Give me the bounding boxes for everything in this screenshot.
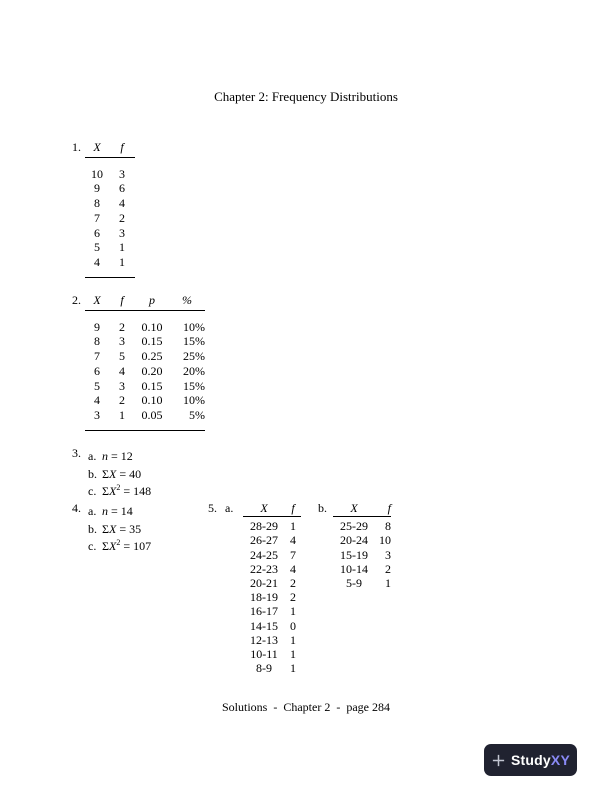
- table-row: [243, 590, 301, 604]
- table-row: [243, 647, 301, 661]
- item-label: b.: [88, 466, 97, 481]
- table-row: [333, 548, 391, 562]
- x-value: 6: [94, 363, 100, 378]
- sigma-symbol: Σ: [102, 521, 109, 536]
- f-value: 1: [290, 519, 296, 534]
- table-header-row: [333, 501, 391, 515]
- x-value: 8: [94, 196, 100, 211]
- x-value: 5: [94, 240, 100, 255]
- item-label: c.: [88, 539, 97, 554]
- superscript: 2: [116, 483, 121, 493]
- header-x: X: [260, 501, 268, 515]
- percent-value: 25%: [183, 349, 205, 364]
- variable: n: [102, 504, 108, 518]
- equation-rest: = 40: [116, 466, 142, 481]
- percent-value: 10%: [183, 319, 205, 334]
- interval-value: 20-21: [250, 576, 278, 591]
- p-value: 0.15: [141, 378, 163, 393]
- table-row: [85, 349, 205, 364]
- problem-number: 2.: [72, 293, 81, 307]
- table-header-row: [85, 293, 205, 308]
- header-f: f: [291, 501, 295, 515]
- percent-value: 15%: [183, 378, 205, 393]
- f-value: 1: [290, 604, 296, 619]
- brand-name: [511, 752, 570, 768]
- grouped-frequency-table-b: [333, 501, 391, 590]
- sigma-symbol: Σ: [102, 539, 109, 554]
- f-value: 1: [385, 576, 391, 591]
- header-x: X: [93, 293, 101, 307]
- brand-primary: Study: [511, 752, 551, 768]
- answer-line: [88, 501, 151, 519]
- x-value: 8: [94, 334, 100, 349]
- grouped-frequency-table-a: [243, 501, 301, 675]
- answer-line: [88, 536, 151, 554]
- item-label: c.: [88, 484, 97, 499]
- table-row: [333, 576, 391, 590]
- item-label: a.: [88, 449, 97, 463]
- equation-rest: = 12: [108, 449, 133, 463]
- problem-4: [72, 501, 151, 554]
- f-value: 8: [385, 519, 391, 534]
- table-rule: [243, 516, 301, 517]
- answer-line: [88, 519, 151, 537]
- x-value: 3: [94, 407, 100, 422]
- answer-line: [88, 446, 151, 464]
- interval-value: 8-9: [256, 661, 272, 676]
- page-footer: Solutions - Chapter 2 - page 284: [222, 700, 390, 714]
- problem-1: [72, 140, 135, 278]
- f-value: 3: [119, 166, 125, 181]
- problem-number: 4.: [72, 501, 81, 515]
- header-x: X: [350, 501, 358, 515]
- header-x: X: [93, 140, 101, 154]
- answer-list: [88, 501, 151, 554]
- sigma-symbol: Σ: [102, 484, 109, 499]
- f-value: 1: [119, 407, 125, 422]
- x-value: 4: [94, 254, 100, 269]
- variable: n: [102, 449, 108, 463]
- table-header-row: [243, 501, 301, 515]
- interval-value: 22-23: [250, 561, 278, 576]
- problem-number: 1.: [72, 140, 81, 154]
- answer-line: [88, 481, 151, 499]
- table-rule: [85, 310, 205, 311]
- table-row: [85, 196, 135, 211]
- table-row: [243, 661, 301, 675]
- f-value: 5: [119, 349, 125, 364]
- table-row: [85, 379, 205, 394]
- header-f: f: [120, 140, 124, 154]
- f-value: 4: [119, 363, 125, 378]
- table-row: [85, 167, 135, 182]
- table-row: [85, 334, 205, 349]
- x-value: 9: [94, 181, 100, 196]
- item-label: b.: [88, 521, 97, 536]
- interval-value: 16-17: [250, 604, 278, 619]
- table-row: [243, 562, 301, 576]
- table-row: [243, 604, 301, 618]
- table-row: [243, 576, 301, 590]
- x-value: 7: [94, 349, 100, 364]
- answer-line: [88, 464, 151, 482]
- table-row: [85, 181, 135, 196]
- variable: X: [108, 484, 117, 499]
- table-row: [333, 562, 391, 576]
- variable: X: [108, 466, 117, 481]
- f-value: 10: [379, 533, 391, 548]
- f-value: 1: [290, 661, 296, 676]
- item-label: b.: [318, 501, 327, 515]
- table-row: [85, 240, 135, 255]
- f-value: 2: [290, 590, 296, 605]
- p-value: 0.05: [141, 407, 163, 422]
- f-value: 3: [119, 334, 125, 349]
- proportion-table: [85, 293, 205, 431]
- studyxy-logo: [484, 744, 577, 776]
- table-row: [85, 255, 135, 270]
- table-rule: [85, 430, 205, 431]
- table-row: [85, 320, 205, 335]
- table-row: [85, 393, 205, 408]
- f-value: 1: [119, 240, 125, 255]
- table-row: [243, 633, 301, 647]
- p-value: 0.25: [141, 349, 163, 364]
- f-value: 4: [119, 196, 125, 211]
- brand-accent: XY: [550, 752, 570, 768]
- x-value: 9: [94, 319, 100, 334]
- f-value: 7: [290, 547, 296, 562]
- f-value: 3: [119, 378, 125, 393]
- variable: X: [108, 539, 117, 554]
- x-value: 7: [94, 210, 100, 225]
- interval-value: 26-27: [250, 533, 278, 548]
- f-value: 1: [290, 647, 296, 662]
- header-p: p: [149, 293, 155, 307]
- f-value: 2: [119, 210, 125, 225]
- interval-value: 25-29: [340, 519, 368, 534]
- f-value: 2: [119, 319, 125, 334]
- interval-value: 24-25: [250, 547, 278, 562]
- f-value: 3: [385, 547, 391, 562]
- header-percent: %: [182, 293, 192, 307]
- table-rule: [333, 516, 391, 517]
- sigma-symbol: Σ: [102, 466, 109, 481]
- p-value: 0.20: [141, 363, 163, 378]
- percent-value: 20%: [183, 363, 205, 378]
- equation-rest: = 148: [120, 484, 152, 499]
- interval-value: 28-29: [250, 519, 278, 534]
- item-label: a.: [225, 501, 234, 515]
- table-row: [85, 211, 135, 226]
- f-value: 3: [119, 225, 125, 240]
- f-value: 2: [385, 561, 391, 576]
- plus-icon: [491, 753, 506, 768]
- header-f: f: [120, 293, 124, 307]
- x-value: 10: [91, 166, 103, 181]
- variable: X: [108, 521, 117, 536]
- problem-5b: [318, 501, 391, 590]
- p-value: 0.10: [141, 393, 163, 408]
- answer-list: [88, 446, 151, 499]
- problem-3: [72, 446, 151, 499]
- interval-value: 15-19: [340, 547, 368, 562]
- interval-value: 10-11: [250, 647, 278, 662]
- f-value: 6: [119, 181, 125, 196]
- header-f: f: [387, 501, 391, 515]
- x-value: 6: [94, 225, 100, 240]
- table-row: [333, 533, 391, 547]
- x-value: 4: [94, 393, 100, 408]
- percent-value: 10%: [183, 393, 205, 408]
- interval-value: 10-14: [340, 561, 368, 576]
- table-row: [333, 519, 391, 533]
- percent-value: 15%: [183, 334, 205, 349]
- table-row: [243, 548, 301, 562]
- f-value: 4: [290, 533, 296, 548]
- table-row: [243, 619, 301, 633]
- f-value: 0: [290, 618, 296, 633]
- table-header-row: [85, 140, 135, 155]
- interval-value: 12-13: [250, 632, 278, 647]
- f-value: 2: [119, 393, 125, 408]
- interval-value: 18-19: [250, 590, 278, 605]
- frequency-table-1: [85, 140, 135, 278]
- superscript: 2: [116, 538, 121, 548]
- table-row: [85, 364, 205, 379]
- interval-value: 5-9: [346, 576, 362, 591]
- table-row: [243, 533, 301, 547]
- f-value: 1: [119, 254, 125, 269]
- interval-value: 20-24: [340, 533, 368, 548]
- item-label: a.: [88, 504, 97, 518]
- equation-rest: = 35: [116, 521, 142, 536]
- table-row: [85, 226, 135, 241]
- problem-2: [72, 293, 205, 431]
- problem-5a: [208, 501, 301, 675]
- table-row: [85, 408, 205, 423]
- equation-rest: = 14: [108, 504, 133, 518]
- problem-number: 5.: [208, 501, 217, 515]
- p-value: 0.10: [141, 319, 163, 334]
- problem-number: 3.: [72, 446, 81, 460]
- f-value: 4: [290, 561, 296, 576]
- x-value: 5: [94, 378, 100, 393]
- table-row: [243, 519, 301, 533]
- table-rule: [85, 277, 135, 278]
- p-value: 0.15: [141, 334, 163, 349]
- percent-value: 5%: [189, 407, 205, 422]
- table-rule: [85, 157, 135, 158]
- f-value: 2: [290, 576, 296, 591]
- interval-value: 14-15: [250, 618, 278, 633]
- f-value: 1: [290, 632, 296, 647]
- equation-rest: = 107: [120, 539, 152, 554]
- page-title: Chapter 2: Frequency Distributions: [214, 89, 398, 104]
